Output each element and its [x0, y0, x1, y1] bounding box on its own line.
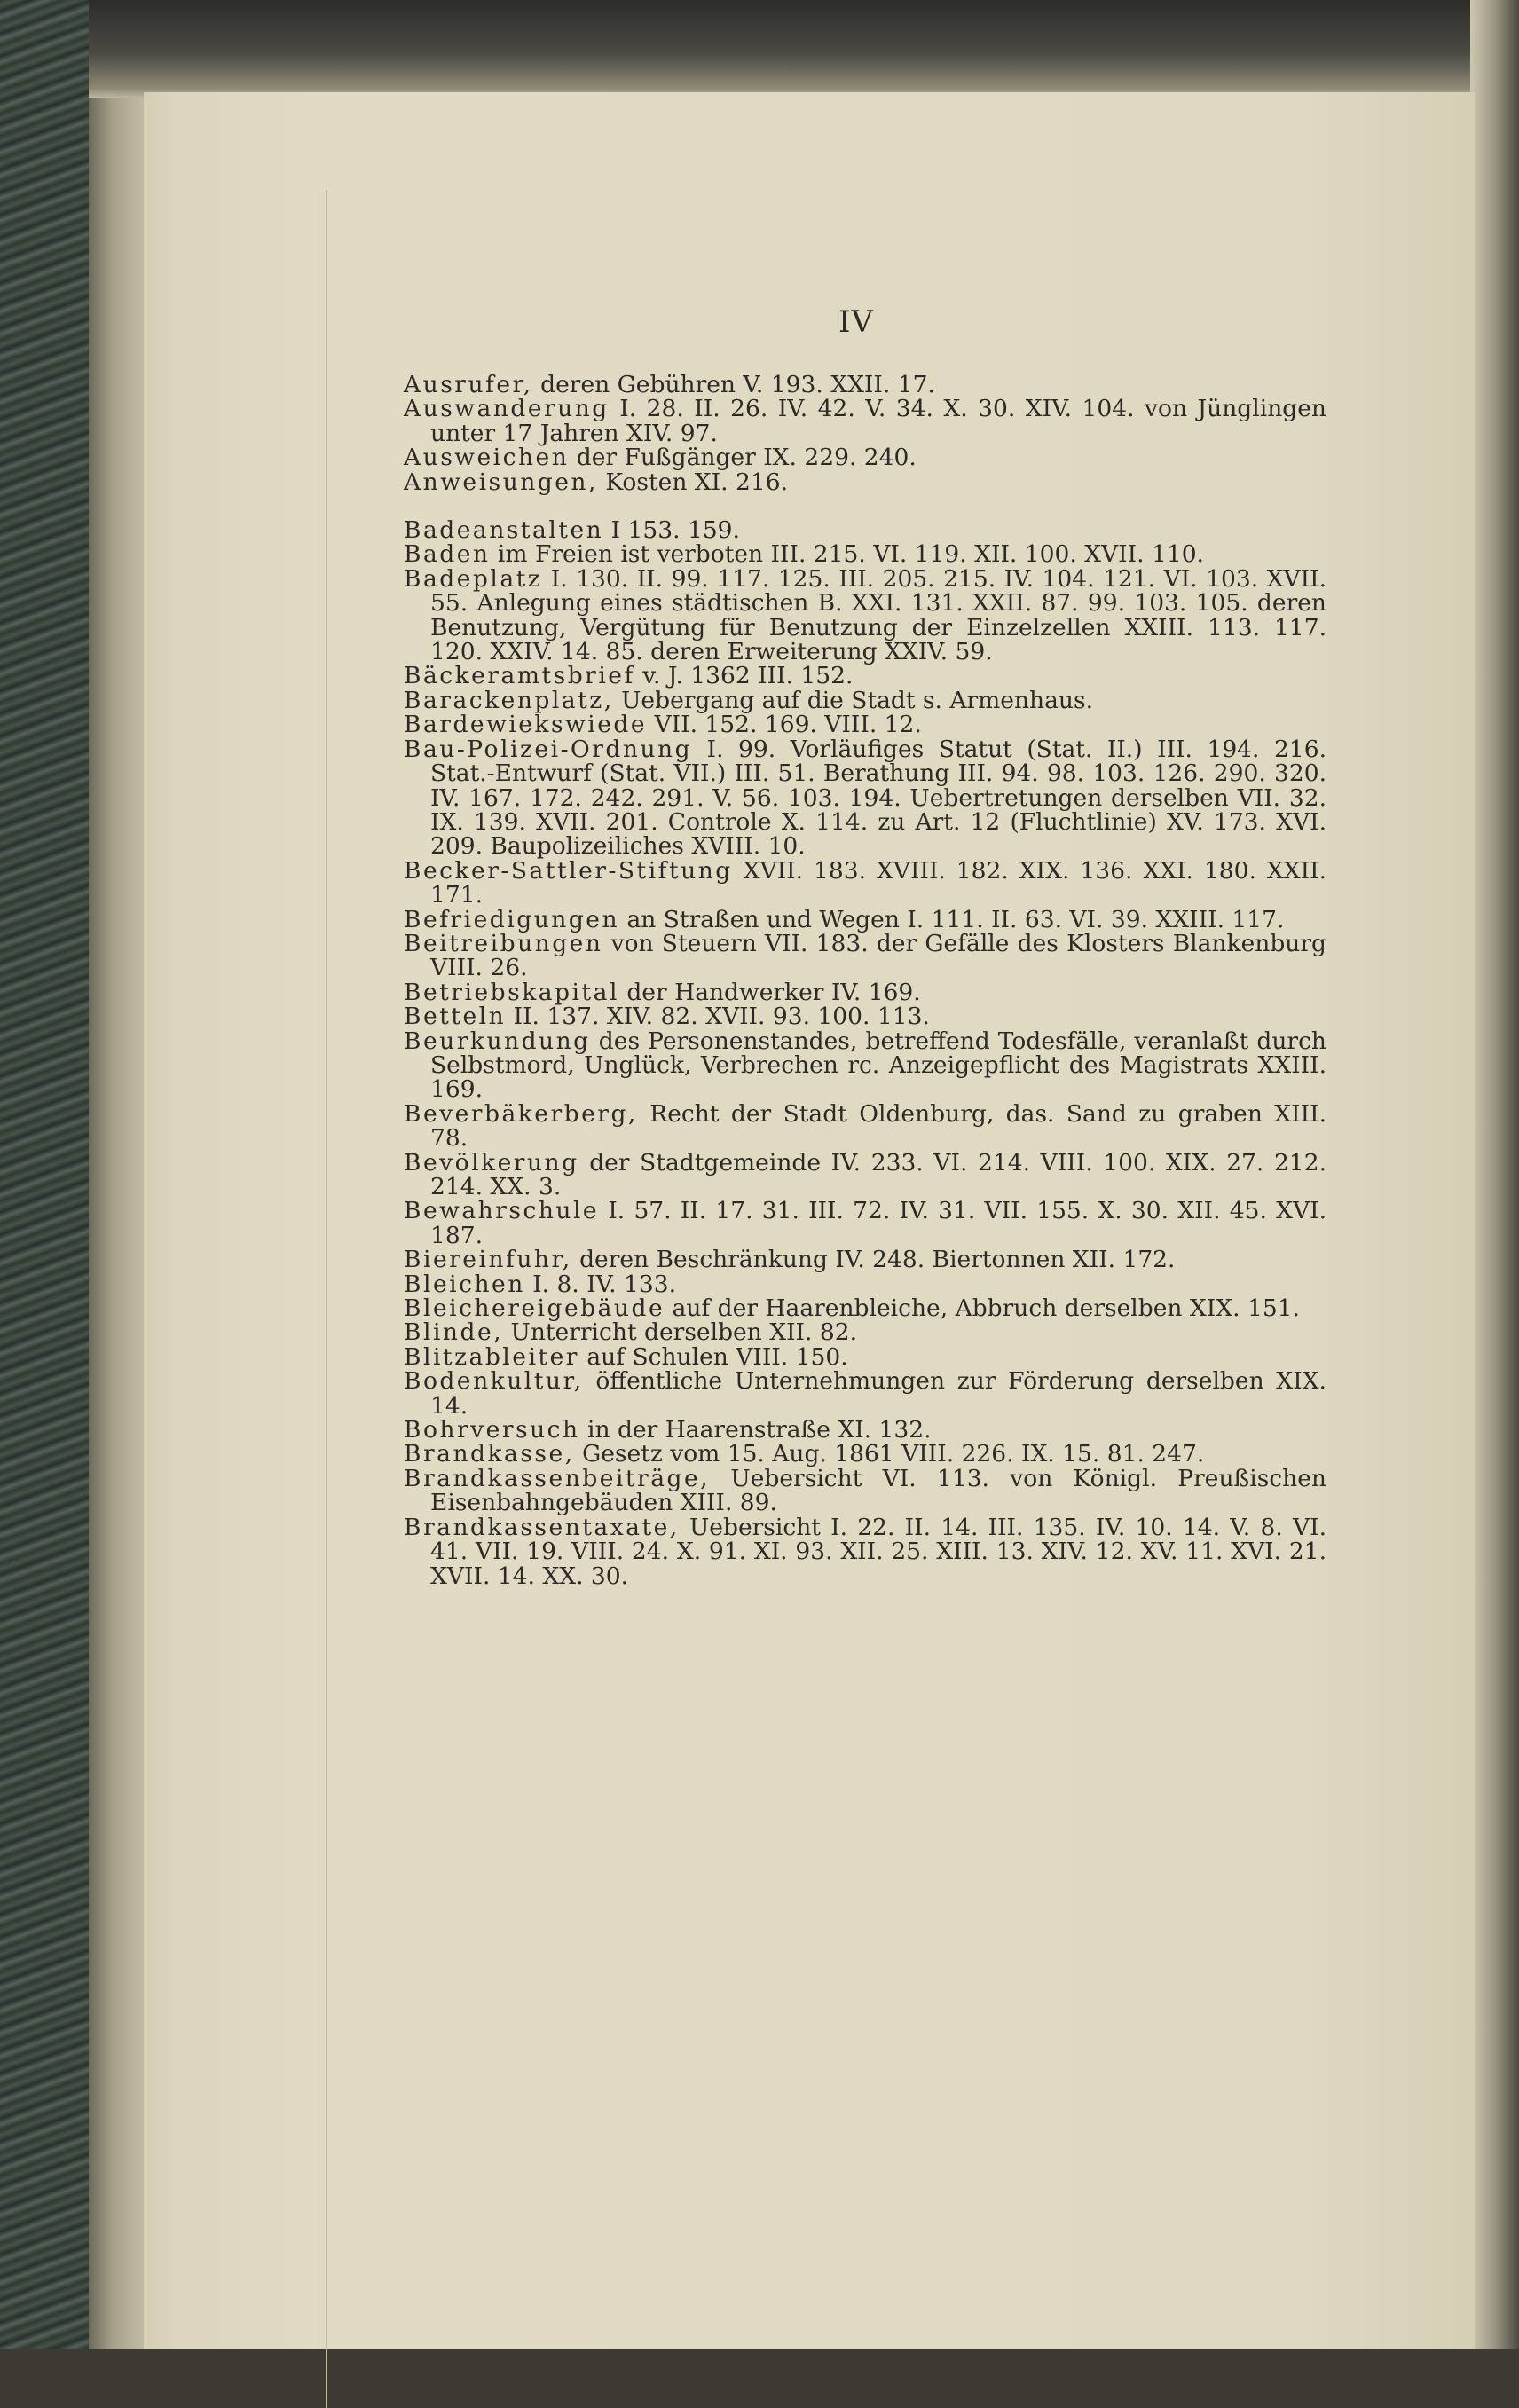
entry-text: Uebersicht I. 22. II. 14. III. 135. IV. 10. 14. V. 8. VI. 41. VII. 19. VIII. 24. X. 91. XI. 93. XII. 25. XIII. 13. XIV. 12. XV. 11. XVI. 21. XVII. 14. XX. 30.: [430, 1513, 1326, 1590]
index-entry: [404, 470, 1326, 494]
index-entries: [404, 373, 1326, 1588]
entry-head: Anweisungen,: [404, 468, 598, 496]
entry-head: Badeplatz: [404, 564, 543, 593]
index-entry: [404, 1318, 1326, 1347]
index-entry: [404, 1029, 1326, 1102]
index-entry: [404, 1369, 1326, 1418]
entry-text: des Personenstandes, betreffend Todesfälle, veranlaßt durch Selbstmord, Unglück, Verbrechen rc. Anzeigepflicht des Magistrats XXIII. 169.: [430, 1027, 1326, 1104]
index-entry: [404, 664, 1326, 688]
entry-text: auf Schulen VIII. 150.: [578, 1342, 848, 1371]
book-binding: [0, 0, 98, 2349]
index-entry: [404, 1003, 1326, 1031]
entry-head: Betriebskapital: [404, 978, 619, 1006]
index-entry: [404, 686, 1326, 714]
index-entry: [404, 1099, 1326, 1153]
index-entry: [404, 1294, 1326, 1323]
right-edge: [1470, 0, 1519, 2349]
entry-text: II. 137. XIV. 82. XVII. 93. 100. 113.: [506, 1003, 930, 1031]
entry-text: Uebergang auf die Stadt s. Armenhaus.: [613, 686, 1094, 714]
entry-head: Bäckeramtsbrief: [404, 662, 635, 690]
entry-head: Bevölkerung: [404, 1148, 579, 1176]
entry-head: Becker-Sattler-Stiftung: [404, 856, 733, 885]
entry-head: Bohrversuch: [404, 1416, 580, 1444]
entry-text: I. 57. II. 17. 31. III. 72. IV. 31. VII. 155. X. 30. XII. 45. XVI. 187.: [430, 1197, 1326, 1249]
entry-text: XVII. 183. XVIII. 182. XIX. 136. XXI. 180. XXII. 171.: [430, 856, 1326, 909]
index-entry: [404, 397, 1326, 445]
entry-text: I 153. 159.: [603, 516, 740, 545]
entry-text: Gesetz vom 15. Aug. 1861 VIII. 226. IX. 15. 81. 247.: [574, 1440, 1205, 1468]
index-entry: [404, 540, 1326, 569]
entry-text: in der Haarenstraße XI. 132.: [579, 1416, 932, 1444]
entry-head: Ausweichen: [404, 444, 570, 472]
entry-head: Beitreibungen: [404, 929, 603, 957]
entry-head: Bleichereigebäude: [404, 1294, 665, 1323]
entry-text: im Freien ist verboten III. 215. VI. 119. XII. 100. XVII. 110.: [490, 540, 1204, 569]
entry-head: Beurkundung: [404, 1027, 591, 1055]
entry-text: deren Gebühren V. 193. XXII. 17.: [532, 371, 935, 398]
entry-text: an Straßen und Wegen I. 111. II. 63. VI. 39. XXIII. 117.: [619, 905, 1285, 933]
index-entry: [404, 1515, 1326, 1588]
entry-head: Beverbäkerberg,: [404, 1099, 638, 1128]
entry-text: der Fußgänger IX. 229. 240.: [569, 444, 917, 472]
binding-edge: [89, 0, 151, 2349]
page-number: IV: [838, 304, 874, 340]
entry-text: von Steuern VII. 183. der Gefälle des Klosters Blankenburg VIII. 26.: [430, 929, 1326, 982]
entry-head: Bleichen: [404, 1270, 525, 1298]
index-entry: [404, 373, 1326, 397]
top-edge: [89, 0, 1519, 98]
entry-head: Ausrufer,: [404, 371, 533, 398]
entry-text: Unterricht derselben XII. 82.: [503, 1318, 858, 1347]
entry-text: der Handwerker IV. 169.: [618, 978, 921, 1006]
entry-head: Brandkassentaxate,: [404, 1513, 680, 1541]
index-entry: [404, 1342, 1326, 1371]
index-entry: [404, 711, 1326, 739]
entry-head: Biereinfuhr,: [404, 1246, 572, 1274]
index-entry: [404, 516, 1326, 545]
entry-text: I. 130. II. 99. 117. 125. III. 205. 215. IV. 104. 121. VI. 103. XVII. 55. Anlegung eines städtischen B. XXI. 131. XXII. 87. 99. 103. 105. deren Benutzung, Vergütung für Benutzung der Einzelzellen XXIII. 113. 117. 120. XXIV. 14. 85. deren Erweiterung XXIV. 59.: [430, 564, 1326, 666]
index-entry: [404, 929, 1326, 982]
entry-head: Blinde,: [404, 1318, 504, 1347]
entry-head: Bau-Polizei-Ordnung: [404, 735, 693, 763]
entry-text: I. 8. IV. 133.: [524, 1270, 677, 1298]
entry-head: Betteln: [404, 1003, 507, 1031]
index-entry: [404, 905, 1326, 933]
index-entry: [404, 1418, 1326, 1442]
entry-text: I. 99. Vorläufiges Statut (Stat. II.) III. 194. 216. Stat.-Entwurf (Stat. VII.) III. 51. Berathung III. 94. 98. 103. 126. 290. 320. IV. 167. 172. 242. 291. V. 56. 103. 194. Uebertretungen derselben VII. 32. IX. 139. XVII. 201. Controle X. 114. zu Art. 12 (Fluchtlinie) XV. 173. XVI. 209. Baupolizeiliches XVIII. 10.: [430, 735, 1326, 861]
index-entry: [404, 737, 1326, 859]
entry-head: Blitzableiter: [404, 1342, 579, 1371]
entry-head: Bardewiekswiede: [404, 711, 648, 739]
index-entry: [404, 1464, 1326, 1517]
entry-head: Befriedigungen: [404, 905, 620, 933]
page-fold-line: [326, 190, 327, 2408]
entry-text: deren Beschränkung IV. 248. Biertonnen XII. 172.: [571, 1246, 1176, 1274]
entry-text: v. J. 1362 III. 152.: [634, 662, 854, 690]
entry-head: Barackenplatz,: [404, 686, 614, 714]
entry-text: VII. 152. 169. VIII. 12.: [647, 711, 922, 739]
entry-head: Auswanderung: [404, 395, 610, 423]
entry-head: Brandkasse,: [404, 1440, 575, 1468]
entry-head: Badeanstalten: [404, 516, 604, 545]
entry-text: auf der Haarenbleiche, Abbruch derselben XIX. 151.: [665, 1294, 1300, 1323]
entry-text: Uebersicht VI. 113. von Königl. Preußischen Eisenbahngebäuden XIII. 89.: [430, 1464, 1326, 1517]
entry-text: I. 28. II. 26. IV. 42. V. 34. X. 30. XIV. 104. von Jünglingen unter 17 Jahren XIV. 97.: [430, 395, 1326, 447]
entry-text: Kosten XI. 216.: [597, 468, 788, 496]
index-entry: [404, 564, 1326, 666]
entry-text: Recht der Stadt Oldenburg, das. Sand zu graben XIII. 78.: [430, 1099, 1326, 1153]
entry-head: Bodenkultur,: [404, 1367, 584, 1396]
entry-text: der Stadtgemeinde IV. 233. VI. 214. VIII. 100. XIX. 27. 212. 214. XX. 3.: [430, 1148, 1326, 1200]
index-entry: [404, 444, 1326, 472]
entry-head: Bewahrschule: [404, 1197, 600, 1225]
index-entry: [404, 1442, 1326, 1466]
index-entry: [404, 1148, 1326, 1200]
index-entry: [404, 1246, 1326, 1274]
index-entry: [404, 1199, 1326, 1247]
entry-head: Brandkassenbeiträge,: [404, 1464, 711, 1492]
index-entry: [404, 1272, 1326, 1296]
index-entry: [404, 856, 1326, 909]
entry-head: Baden: [404, 540, 491, 569]
index-entry: [404, 980, 1326, 1004]
entry-text: öffentliche Unternehmungen zur Förderung derselben XIX. 14.: [430, 1367, 1326, 1420]
